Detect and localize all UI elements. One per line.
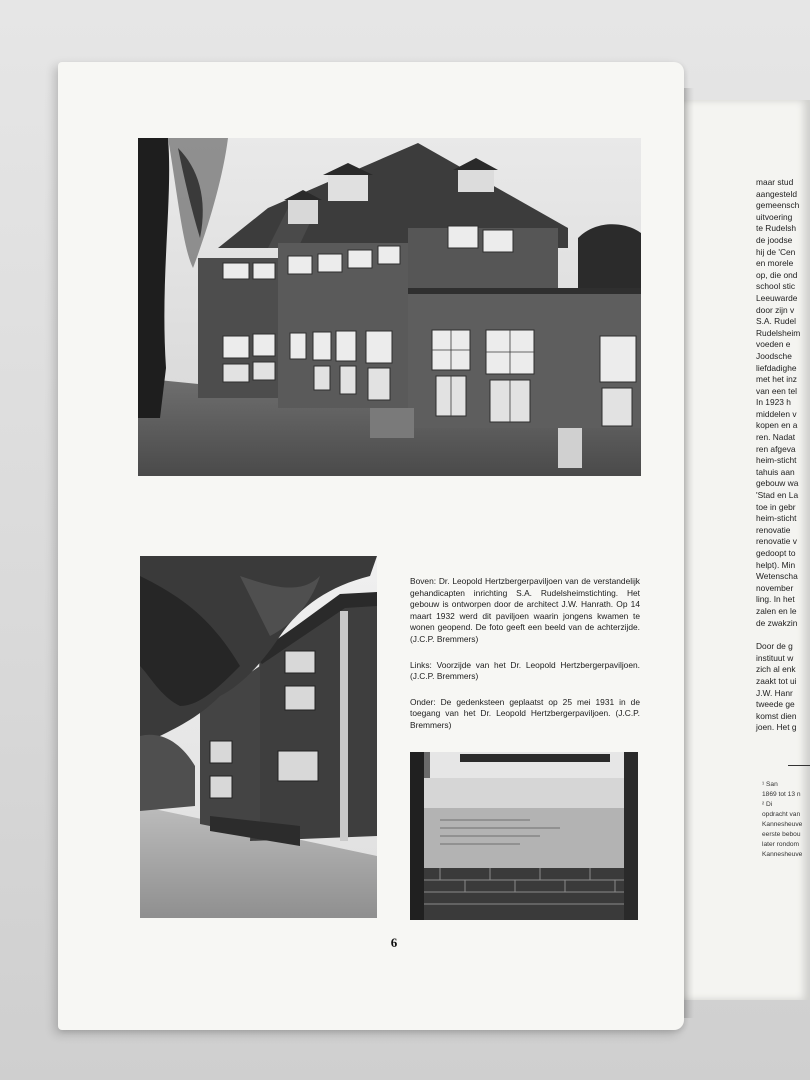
right-page-line: maar stud <box>756 177 794 187</box>
right-page-line: instituut w <box>756 652 794 663</box>
right-page-line: en morele <box>756 258 794 269</box>
caption-left: Links: Voorzijde van het Dr. Leopold Hertzbergerpaviljoen. (J.C.P. Bremmers) <box>410 659 640 682</box>
right-page-line: school stic <box>756 281 796 292</box>
page-number: 6 <box>390 935 398 950</box>
footnote-line: opdracht van <box>762 811 801 818</box>
right-page-line: van een tel <box>756 385 797 396</box>
caption-bottom: Onder: De gedenksteen geplaatst op 25 mei 1931 in de toegang van het Dr. Leopold Hertzbergerpaviljoen. (J.C.P. Bremmers) <box>410 696 640 730</box>
right-page-line: renovatie v <box>756 536 797 547</box>
footnote-line: 1869 tot 13 n <box>762 791 801 798</box>
right-page-line: de joodse <box>756 234 793 245</box>
photo-pavilion-rear <box>138 138 641 476</box>
right-page-line: zich al enk <box>756 664 796 675</box>
right-page-line: met het inz <box>756 374 797 385</box>
right-page-line: uitvoering <box>756 211 793 222</box>
right-page-line: Leeuwarde <box>756 292 798 303</box>
footnote-line: ¹ San <box>762 781 778 788</box>
right-page-line: aangesteld <box>756 188 797 199</box>
right-page-footnotes <box>762 780 810 860</box>
caption-top: Boven: Dr. Leopold Hertzbergerpaviljoen van de verstandelijk gehandicapten inrichting S.A. Rudelsheimstichting. Het gebouw is ontworpen door de architect J.W. Hanrath. Op 14 maart 1932 werd dit paviljoen waarin jongens kwamen te wonen geopend. De foto geeft een beeld van de achterzijde. (J.C.P. Bremmers) <box>410 576 640 644</box>
photo-memorial-stone <box>410 752 638 920</box>
right-page-line: voeden e <box>756 339 791 350</box>
right-page-line: toe in gebr <box>756 501 796 512</box>
footnote-line: later rondom <box>762 841 800 848</box>
right-page-line: renovatie <box>756 524 791 535</box>
right-page-line: de zwakzin <box>756 617 798 628</box>
right-page-line: komst dien <box>756 710 797 721</box>
right-page-line: Rudelsheim <box>756 327 801 338</box>
right-page-line: helpt). Min <box>756 559 796 570</box>
footnote-line: Kannesheuve <box>762 851 803 858</box>
footnote-line: Kannesheuve <box>762 821 803 828</box>
right-page-line: november <box>756 582 794 593</box>
right-page-line: Door de g <box>756 641 793 652</box>
footnote-line: ² Di <box>762 801 773 808</box>
right-page-line: gedoopt to <box>756 548 796 558</box>
footnote-line: eerste bebou <box>762 831 801 838</box>
right-page-line: tweede ge <box>756 699 795 710</box>
right-page-line: Wetenscha <box>756 571 798 582</box>
right-page-line: op, die ond <box>756 269 798 280</box>
right-page-line: heim-sticht <box>756 513 797 524</box>
right-page-line: hij de 'Cen <box>756 246 796 257</box>
right-page-line: heim-sticht <box>756 455 797 466</box>
right-page-line: gebouw wa <box>756 478 799 489</box>
right-page-line: 'Stad en La <box>756 490 799 501</box>
right-page-line: ling. In het <box>756 594 795 605</box>
right-page-line: tahuis aan <box>756 466 795 477</box>
paragraph-gap <box>756 629 810 641</box>
right-page-line: gemeensch <box>756 200 800 211</box>
right-page-line: zalen en le <box>756 605 797 616</box>
right-page-line: Joodsche <box>756 350 792 361</box>
right-page-line: door zijn v <box>756 304 795 315</box>
right-page-line: liefdadighe <box>756 362 797 373</box>
right-page-line: kopen en a <box>756 420 798 431</box>
right-page-line: ren. Nadat <box>756 432 796 443</box>
right-page-line: middelen v <box>756 408 797 419</box>
right-page-line: ren afgeva <box>756 443 796 454</box>
right-page-line: zaakt tot ui <box>756 675 797 686</box>
footnote-rule <box>788 765 810 766</box>
photo-pavilion-front <box>140 556 377 918</box>
right-page-line: S.A. Rudel <box>756 316 797 327</box>
right-page-line: joen. Het g <box>756 722 797 733</box>
right-page-line: J.W. Hanr <box>756 687 793 698</box>
right-page-text-column <box>756 177 810 734</box>
right-page-line: In 1923 h <box>756 397 791 408</box>
right-page-line: te Rudelsh <box>756 223 797 234</box>
photo-captions <box>410 576 640 746</box>
